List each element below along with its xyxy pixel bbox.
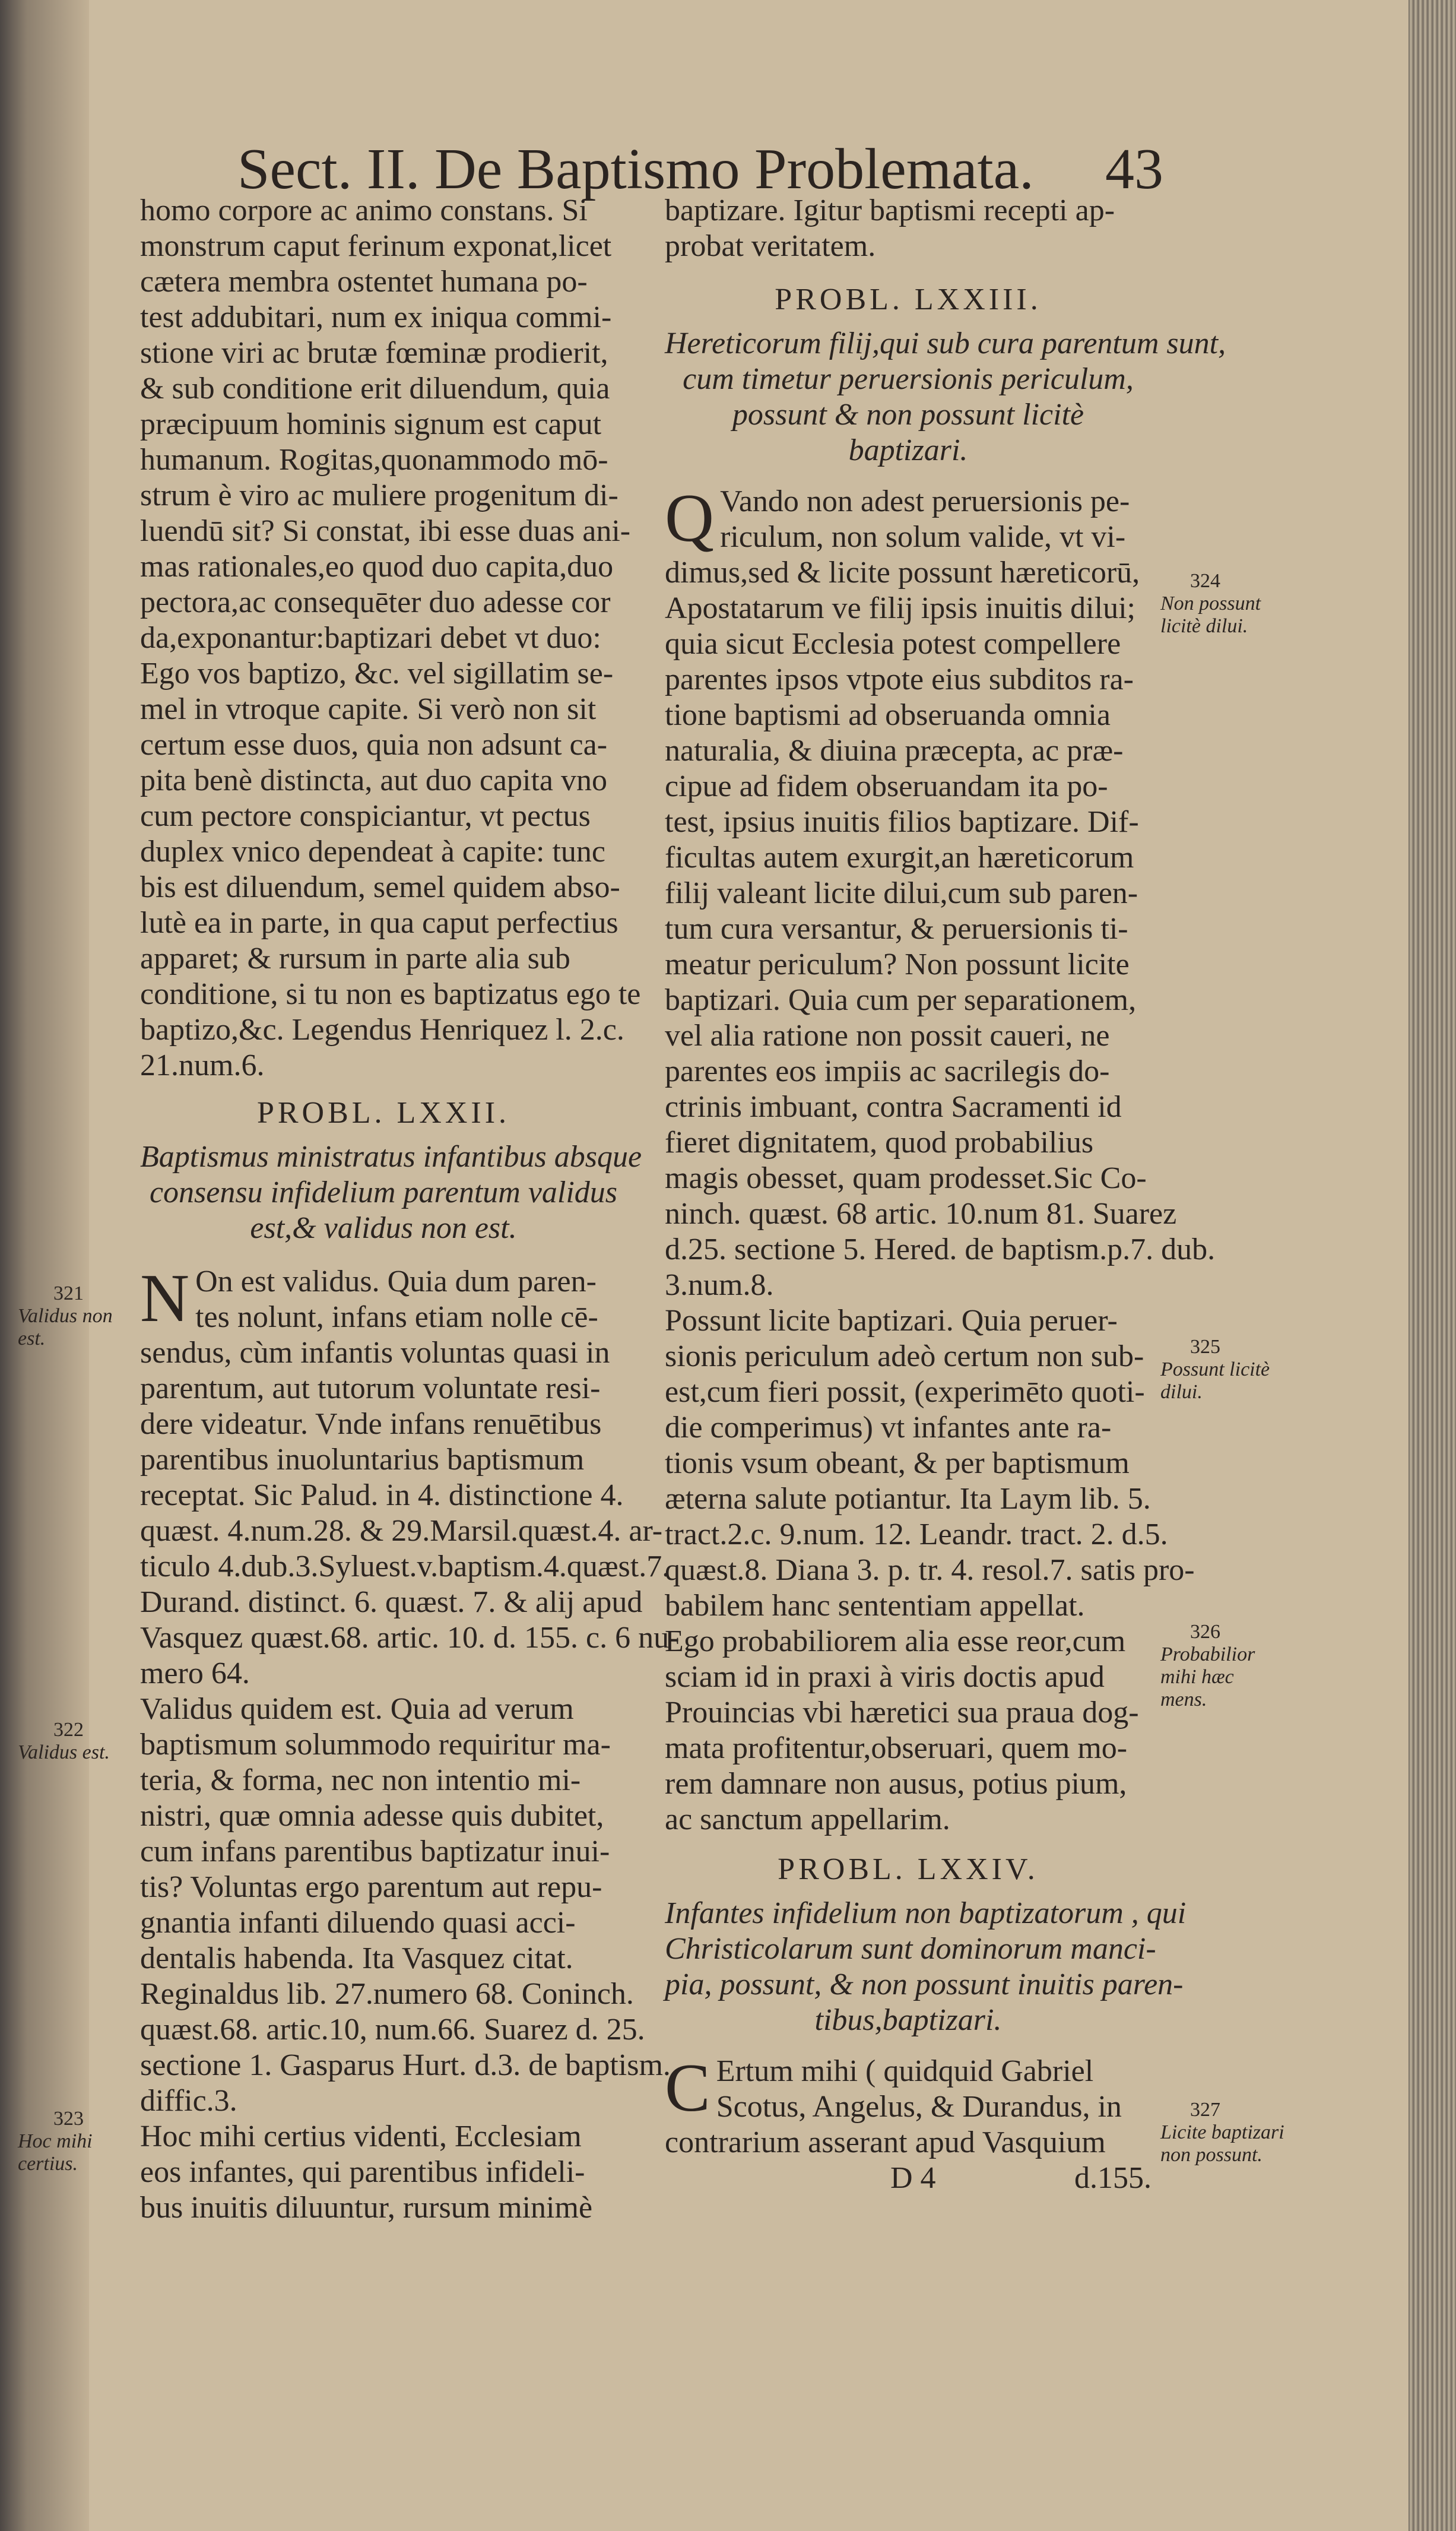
text-line: lutè ea in parte, in qua caput perfectius xyxy=(140,906,618,940)
text-line: riculum, non solum valide, vt vi- xyxy=(720,520,1126,554)
right-text-end-lines xyxy=(665,2050,1152,2161)
page-header xyxy=(237,137,1163,202)
text-line: Ego probabiliorem alia esse reor,cum xyxy=(665,1624,1126,1658)
margin-note-number: 327 xyxy=(1190,2099,1220,2121)
text-line: baptizari. Quia cum per separationem, xyxy=(665,983,1137,1017)
margin-note-321 xyxy=(18,1282,125,1350)
text-line: ticulo 4.dub.3.Syluest.v.baptism.4.quæst.7. xyxy=(140,1550,670,1583)
text-line: conditione, si tu non es baptizatus ego te xyxy=(140,977,641,1011)
text-line: d.25. sectione 5. Hered. de baptism.p.7. dub. xyxy=(665,1233,1216,1266)
text-line: mel in vtroque capite. Si verò non sit xyxy=(140,692,597,726)
text-line: bus inuitis diluuntur, rursum minimè xyxy=(140,2191,593,2225)
catchword: d.155. xyxy=(1074,2161,1152,2195)
text-line: Vando non adest peruersionis pe- xyxy=(720,484,1130,518)
text-line: ctrinis imbuant, contra Sacramenti id xyxy=(665,1090,1122,1124)
text-line: Durand. distinct. 6. quæst. 7. & alij apud xyxy=(140,1585,643,1619)
text-line: mata profitentur,obseruari, quem mo- xyxy=(665,1731,1128,1765)
text-line: baptizo,&c. Legendus Henriquez l. 2.c. xyxy=(140,1013,624,1047)
text-line: quæst.68. artic.10, num.66. Suarez d. 25. xyxy=(140,2013,645,2047)
text-line: 3.num.8. xyxy=(665,1268,774,1302)
text-line: Infantes infidelium non baptizatorum , qui xyxy=(665,1896,1187,1930)
text-line: parentes ipsos vtpote eius subditos ra- xyxy=(665,663,1134,696)
text-line: babilem hanc sententiam appellat. xyxy=(665,1589,1085,1623)
text-line: teria, & forma, nec non intentio mi- xyxy=(140,1763,581,1797)
text-line: mero 64. xyxy=(140,1656,250,1690)
text-line: præcipuum hominis signum est caput xyxy=(140,407,602,441)
text-line: Christicolarum sunt dominorum manci- xyxy=(665,1932,1156,1966)
margin-note-325 xyxy=(1160,1336,1285,1404)
margin-note-number: 326 xyxy=(1190,1621,1220,1643)
text-line: test, ipsius inuitis filios baptizare. Dif- xyxy=(665,805,1139,839)
text-line: contrarium asserant apud Vasquium xyxy=(665,2125,1106,2159)
text-line: æterna salute potiantur. Ita Laym lib. 5. xyxy=(665,1482,1151,1516)
text-line: mas rationales,eo quod duo capita,duo xyxy=(140,550,614,584)
margin-note-number: 321 xyxy=(53,1282,84,1304)
text-line: duplex vnico dependeat à capite: tunc xyxy=(140,835,606,869)
right-text-top xyxy=(665,193,1152,264)
text-line: sionis periculum adeò certum non sub- xyxy=(665,1339,1144,1373)
margin-note-323 xyxy=(18,2108,125,2175)
text-line: dere videatur. Vnde infans renuētibus xyxy=(140,1407,602,1441)
margin-note-text: Non possunt licitè dilui. xyxy=(1160,593,1261,637)
text-line: ficultas autem exurgit,an hæreticorum xyxy=(665,841,1134,875)
text-line: est,cum fieri possit, (experimēto quoti- xyxy=(665,1375,1145,1409)
running-title: Sect. II. De Baptismo Problemata. xyxy=(237,137,1034,201)
text-line: cum pectore conspiciantur, vt pectus xyxy=(140,799,591,833)
text-line: stione viri ac brutæ fœminæ prodierit, xyxy=(140,336,608,370)
left-text-top xyxy=(140,193,641,1084)
text-line: Baptismus ministratus infantibus absque xyxy=(140,1140,642,1174)
text-line: Hoc mihi certius videnti, Ecclesiam xyxy=(140,2120,582,2153)
dropcap-c: C xyxy=(665,2050,710,2125)
text-line: Possunt licite baptizari. Quia peruer- xyxy=(665,1304,1118,1338)
text-line: eos infantes, qui parentibus infideli- xyxy=(140,2155,585,2189)
text-line: parentum, aut tutorum voluntate resi- xyxy=(140,1371,601,1405)
text-line: 21.num.6. xyxy=(140,1048,265,1082)
text-line: baptizare. Igitur baptismi recepti ap- xyxy=(665,194,1115,227)
margin-note-326 xyxy=(1160,1621,1285,1711)
signature-mark: D 4 xyxy=(890,2161,936,2195)
text-line: probat veritatem. xyxy=(665,229,876,263)
text-line: ac sanctum appellarim. xyxy=(665,1803,950,1836)
text-line: monstrum caput ferinum exponat,licet xyxy=(140,229,612,263)
text-line: magis obesset, quam prodesset.Sic Co- xyxy=(665,1161,1147,1195)
margin-note-text: Validus non est. xyxy=(18,1305,113,1350)
text-line: fieret dignitatem, quod probabilius xyxy=(665,1126,1094,1160)
text-line: tes nolunt, infans etiam nolle cē- xyxy=(195,1300,598,1334)
text-line: die comperimus) vt infantes ante ra- xyxy=(665,1411,1112,1445)
margin-note-number: 322 xyxy=(53,1719,84,1741)
text-line: dentalis habenda. Ita Vasquez citat. xyxy=(140,1941,573,1975)
probl-74-title xyxy=(665,1896,1187,2038)
text-line: Hereticorum filij,qui sub cura parentum sunt, xyxy=(665,327,1226,360)
probl-73-heading: PROBL. LXXIII. xyxy=(775,283,1042,316)
text-line: certum esse duos, quia non adsunt ca- xyxy=(140,728,608,762)
text-line: tione baptismi ad obseruanda omnia xyxy=(665,698,1111,732)
text-line: receptat. Sic Palud. in 4. distinctione 4. xyxy=(140,1478,624,1512)
text-line: homo corpore ac animo constans. Si xyxy=(140,194,588,227)
text-line: sectione 1. Gasparus Hurt. d.3. de baptism. xyxy=(140,2048,671,2082)
text-line: test addubitari, num ex iniqua commi- xyxy=(140,300,612,334)
text-line: & sub conditione erit diluendum, quia xyxy=(140,372,610,406)
margin-note-text: Probabilior mihi hæc mens. xyxy=(1160,1643,1255,1710)
text-line: gnantia infanti diluendo quasi acci- xyxy=(140,1906,576,1940)
text-line: Scotus, Angelus, & Durandus, in xyxy=(716,2090,1122,2124)
text-line: parentibus inuoluntarius baptismum xyxy=(140,1443,585,1477)
text-line: dimus,sed & licite possunt hæreticorū, xyxy=(665,556,1140,590)
text-line: naturalia, & diuina præcepta, ac præ- xyxy=(665,734,1124,768)
text-line: meatur periculum? Non possunt licite xyxy=(665,948,1130,981)
text-line: bis est diluendum, semel quidem abso- xyxy=(140,870,620,904)
text-line: quæst.8. Diana 3. p. tr. 4. resol.7. satis pro- xyxy=(665,1553,1195,1587)
text-line: sendus, cùm infantis voluntas quasi in xyxy=(140,1336,610,1370)
text-line: rem damnare non ausus, potius pium, xyxy=(665,1767,1127,1801)
left-column xyxy=(140,193,680,2226)
margin-note-number: 323 xyxy=(53,2108,84,2130)
probl-72-title xyxy=(140,1139,642,1246)
probl-73-title xyxy=(665,326,1226,468)
text-line: ninch. quæst. 68 artic. 10.num 81. Suarez xyxy=(665,1197,1177,1231)
text-line: luendū sit? Si constat, ibi esse duas ani- xyxy=(140,514,631,548)
text-line: da,exponantur:baptizari debet vt duo: xyxy=(140,621,601,655)
text-line: quæst. 4.num.28. & 29.Marsil.quæst.4. ar- xyxy=(140,1514,663,1548)
text-line: strum è viro ac muliere progenitum di- xyxy=(140,479,618,512)
text-line: cum timetur peruersionis periculum, xyxy=(683,362,1134,396)
text-line: Ertum mihi ( quidquid Gabriel xyxy=(716,2054,1094,2088)
text-line: est,& validus non est. xyxy=(250,1211,517,1245)
text-line: possunt & non possunt licitè xyxy=(732,398,1084,432)
text-line: Validus quidem est. Quia ad verum xyxy=(140,1692,574,1726)
margin-note-text: Hoc mihi certius. xyxy=(18,2130,93,2175)
margin-note-text: Licite baptizari non possunt. xyxy=(1160,2121,1284,2166)
text-line: pectora,ac consequēter duo adesse cor xyxy=(140,585,611,619)
dropcap-n: N xyxy=(140,1260,190,1336)
probl-72-heading: PROBL. LXXII. xyxy=(256,1096,510,1130)
page-number: 43 xyxy=(1105,137,1163,201)
text-line: Vasquez quæst.68. artic. 10. d. 155. c. 6 nu- xyxy=(140,1621,680,1655)
margin-note-324 xyxy=(1160,570,1285,638)
text-line: cætera membra ostentet humana po- xyxy=(140,265,588,299)
text-line: parentes eos impiis ac sacrilegis do- xyxy=(665,1054,1110,1088)
text-line: baptizari. xyxy=(848,433,968,467)
text-line: nistri, quæ omnia adesse quis dubitet, xyxy=(140,1799,604,1833)
text-line: tract.2.c. 9.num. 12. Leandr. tract. 2. d.5. xyxy=(665,1518,1168,1551)
text-line: apparet; & rursum in parte alia sub xyxy=(140,942,570,975)
text-line: tum cura versantur, & peruersionis ti- xyxy=(665,912,1128,946)
text-line: cipue ad fidem obseruandam ita po- xyxy=(665,769,1108,803)
text-line: baptismum solummodo requiritur ma- xyxy=(140,1728,611,1762)
page-edges xyxy=(1409,0,1456,2531)
text-line: quia sicut Ecclesia potest compellere xyxy=(665,627,1121,661)
text-line: tis? Voluntas ergo parentum aut repu- xyxy=(140,1870,602,1904)
dropcap-q: Q xyxy=(665,480,715,556)
margin-note-322 xyxy=(18,1719,125,1764)
text-line: vel alia ratione non possit caueri, ne xyxy=(665,1019,1110,1053)
text-line: Apostatarum ve filij ipsis inuitis dilui; xyxy=(665,591,1135,625)
text-line: humanum. Rogitas,quonammodo mō- xyxy=(140,443,608,477)
text-line: consensu infidelium parentum validus xyxy=(149,1176,618,1209)
left-text-body xyxy=(140,1260,680,2226)
text-line: On est validus. Quia dum paren- xyxy=(195,1265,597,1298)
text-line: Reginaldus lib. 27.numero 68. Coninch. xyxy=(140,1977,634,2011)
text-line: Prouincias vbi hæretici sua praua dog- xyxy=(665,1696,1139,1729)
text-line: pia, possunt, & non possunt inuitis paren- xyxy=(665,1968,1184,2001)
margin-note-327 xyxy=(1160,2099,1285,2166)
text-line: cum infans parentibus baptizatur inui- xyxy=(140,1835,610,1868)
text-line: sciam id in praxi à viris doctis apud xyxy=(665,1660,1105,1694)
margin-note-number: 324 xyxy=(1190,570,1220,592)
margin-note-text: Validus est. xyxy=(18,1741,110,1763)
text-line: diffic.3. xyxy=(140,2084,237,2118)
footer-line xyxy=(665,2161,1152,2196)
text-line: filij valeant licite dilui,cum sub paren- xyxy=(665,876,1138,910)
margin-note-number: 325 xyxy=(1190,1336,1220,1358)
left-text-after xyxy=(140,1260,680,2226)
text-line: tibus,baptizari. xyxy=(814,2003,1002,2037)
text-line: pita benè distincta, aut duo capita vno xyxy=(140,764,607,797)
probl-74-heading: PROBL. LXXIV. xyxy=(778,1852,1039,1886)
text-line: tionis vsum obeant, & per baptismum xyxy=(665,1446,1130,1480)
right-text-end xyxy=(665,2050,1152,2161)
margin-note-text: Possunt licitè dilui. xyxy=(1160,1358,1270,1403)
text-line: Ego vos baptizo, &c. vel sigillatim se- xyxy=(140,657,614,690)
